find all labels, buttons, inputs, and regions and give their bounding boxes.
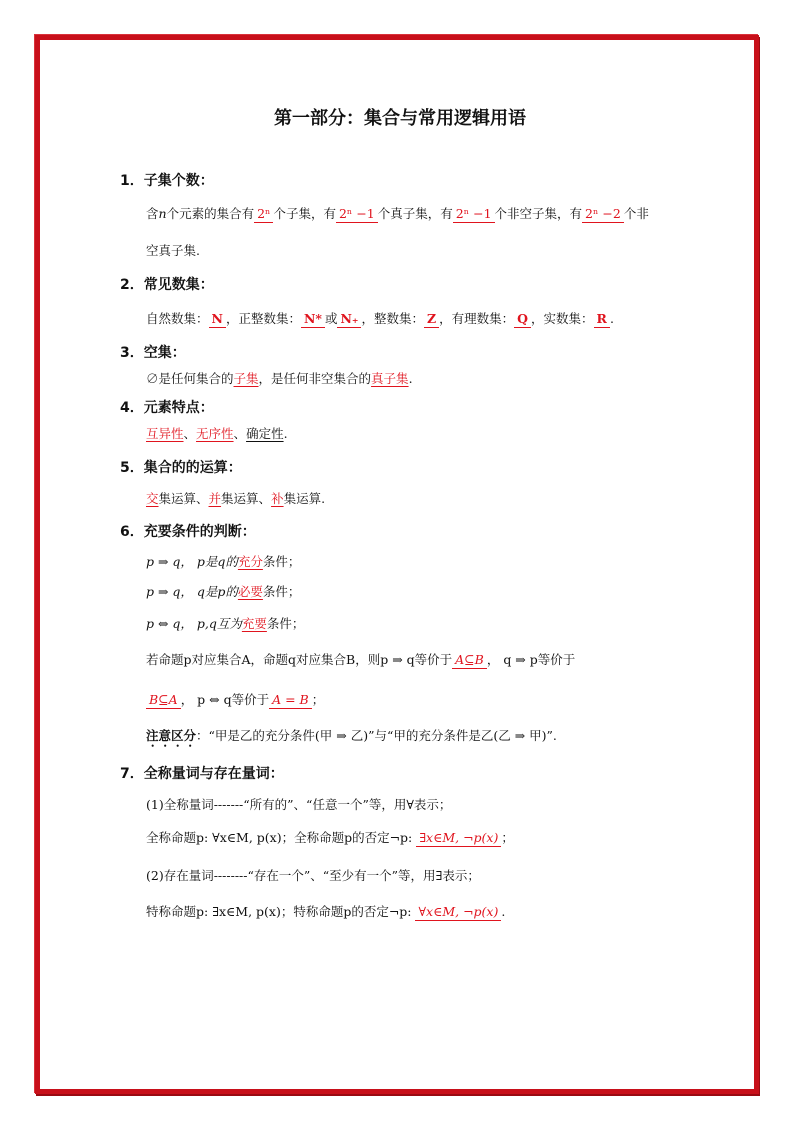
answer-blank: 必要 — [237, 584, 263, 599]
text: ，实数集： — [531, 311, 594, 326]
answer-blank: N* — [301, 311, 325, 328]
answer-blank: Z — [424, 311, 439, 328]
section-7-line-4 — [146, 902, 505, 921]
answer-blank: ∀x∈M, ¬p(x) — [415, 904, 501, 921]
answer-blank: 充要 — [241, 616, 267, 631]
answer-blank: R — [594, 311, 610, 328]
text: 集运算. — [283, 491, 326, 506]
text: 个非空子集，有 — [494, 206, 583, 221]
answer-blank: 子集 — [233, 371, 259, 386]
section-7-line-2 — [146, 828, 514, 847]
section-7-line-1: (1)全称量词-------“所有的”、“任意一个”等，用∀表示； — [146, 797, 452, 812]
text: 集运算、 — [158, 491, 209, 506]
text: 若命题p对应集合A，命题q对应集合B，则p ⇒ q等价于 — [146, 652, 453, 667]
text: . — [408, 371, 413, 386]
section-4-line — [146, 424, 288, 442]
answer-blank: 充分 — [237, 554, 263, 569]
answer-blank: N₊ — [337, 311, 361, 328]
section-7-line-3: (2)存在量词--------“存在一个”、“至少有一个”等，用∃表示； — [146, 868, 480, 883]
section-3-heading: 3．空集： — [120, 345, 186, 361]
section-3-line — [146, 369, 413, 387]
text: ； — [311, 692, 325, 707]
page-title: 第一部分：集合与常用逻辑用语 — [274, 108, 526, 129]
text: ， p ⇔ q等价于 — [180, 692, 270, 707]
answer-blank: 2ⁿ −2 — [582, 206, 624, 223]
var-n: n — [158, 206, 167, 221]
text: 集运算、 — [221, 491, 272, 506]
text: 特称命题p: ∃x∈M, p(x)；特称命题p的否定¬p: — [146, 904, 416, 919]
page-border — [35, 35, 759, 1094]
text: ， q ⇒ p等价于 — [486, 652, 576, 667]
text: 个真子集，有 — [377, 206, 453, 221]
text: 、 — [233, 426, 247, 441]
text: ，正整数集： — [225, 311, 301, 326]
text: 个子集，有 — [273, 206, 336, 221]
text: p ⇔ q， p,q互为 — [146, 616, 242, 631]
text: 条件； — [262, 584, 301, 599]
text: p ⇒ q， p是q的 — [146, 554, 238, 569]
text: 个非 — [623, 206, 649, 221]
answer-blank: 互异性 — [146, 426, 184, 441]
section-1-line-2: 空真子集. — [146, 243, 200, 258]
section-6-line-3 — [146, 614, 304, 632]
section-6-line-2 — [146, 582, 300, 600]
answer-blank: 确定性 — [246, 426, 284, 441]
text: ，有理数集： — [439, 311, 515, 326]
section-5-heading: 5．集合的的运算： — [120, 460, 242, 476]
text: ，是任何非空集合的 — [258, 371, 372, 386]
answer-blank: 真子集 — [371, 371, 409, 386]
text: 条件； — [266, 616, 305, 631]
note-text: ：“甲是乙的充分条件(甲 ⇒ 乙)”与“甲的充分条件是乙(乙 ⇒ 甲)”. — [196, 728, 557, 743]
text: 个元素的集合有 — [166, 206, 255, 221]
text: 自然数集： — [146, 311, 209, 326]
text: 全称命题p: ∀x∈M, p(x)；全称命题p的否定¬p: — [146, 830, 417, 845]
answer-blank: 2ⁿ −1 — [453, 206, 495, 223]
section-7-heading: 7．全称量词与存在量词： — [120, 766, 284, 782]
section-2-line — [146, 309, 614, 328]
answer-blank: 补 — [271, 491, 284, 506]
text: . — [283, 426, 288, 441]
answer-blank: A⊆B — [452, 652, 487, 669]
section-6-line-1 — [146, 552, 300, 570]
text: 、 — [183, 426, 197, 441]
section-1-heading: 1．子集个数： — [120, 173, 214, 189]
answer-blank: Q — [514, 311, 531, 328]
section-1-line-1 — [146, 204, 649, 223]
section-6-line-4 — [146, 650, 575, 669]
text: 条件； — [262, 554, 301, 569]
section-6-heading: 6．充要条件的判断： — [120, 524, 256, 540]
text: . — [609, 311, 614, 326]
section-5-line — [146, 489, 325, 507]
answer-blank: 交 — [146, 491, 159, 506]
text: 含 — [146, 206, 159, 221]
note-label: 注意区分 — [146, 728, 197, 743]
answer-blank: B⊆A — [146, 692, 181, 709]
answer-blank: 2ⁿ — [254, 206, 273, 223]
answer-blank: 并 — [208, 491, 222, 506]
text: ； — [501, 830, 514, 845]
section-6-line-5 — [146, 690, 324, 709]
text: p ⇒ q， q是p的 — [146, 584, 238, 599]
text: . — [501, 904, 506, 919]
text: ，整数集： — [361, 311, 424, 326]
section-4-heading: 4．元素特点： — [120, 400, 214, 416]
answer-blank: 无序性 — [196, 426, 234, 441]
section-2-heading: 2．常见数集： — [120, 277, 214, 293]
answer-blank: 2ⁿ −1 — [336, 206, 378, 223]
answer-blank: ∃x∈M, ¬p(x) — [416, 830, 501, 847]
text: ∅是任何集合的 — [146, 371, 234, 386]
section-6-note — [146, 726, 557, 750]
answer-blank: A = B — [269, 692, 312, 709]
answer-blank: N — [209, 311, 226, 328]
text: 或 — [324, 311, 338, 326]
